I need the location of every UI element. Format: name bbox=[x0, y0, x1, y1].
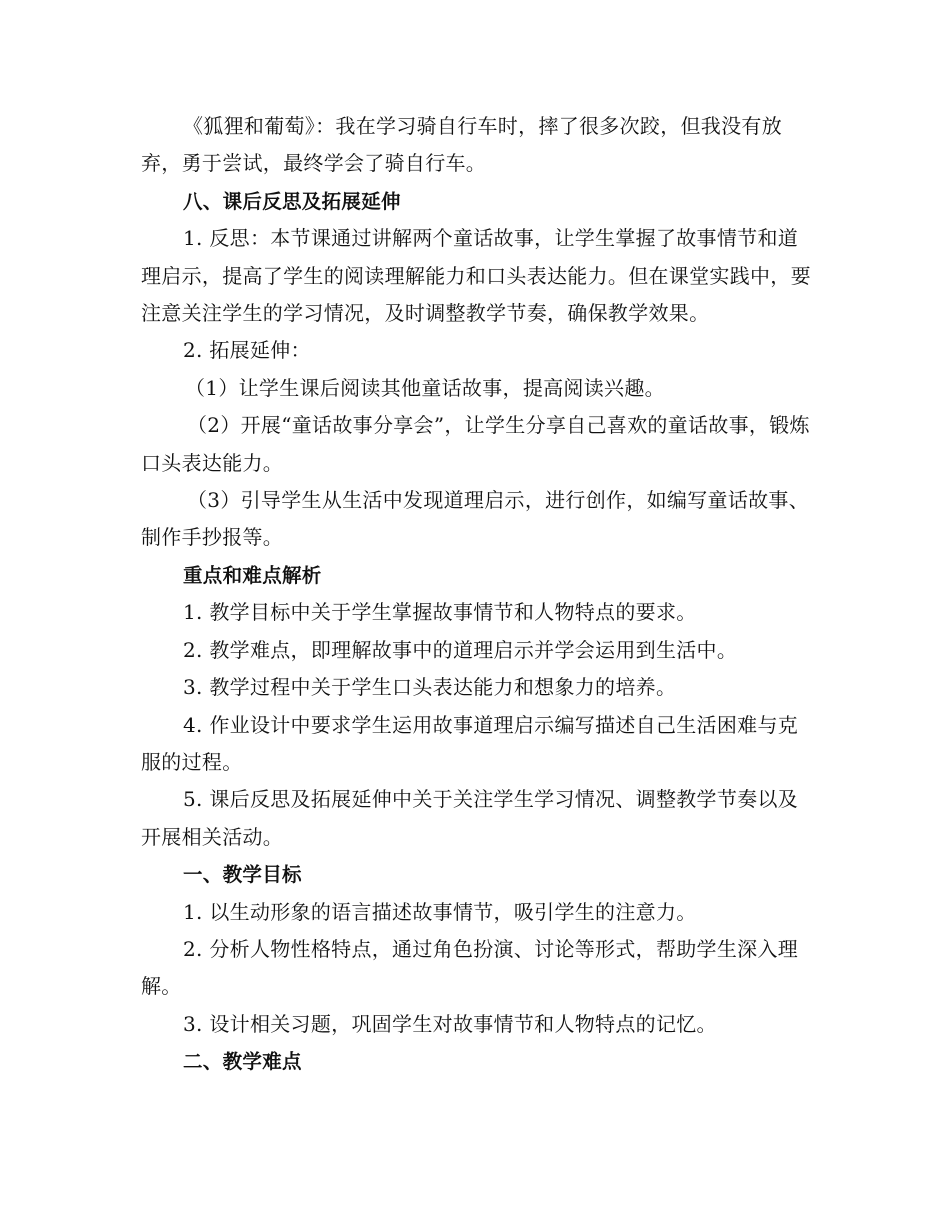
key-point-4: 4. 作业设计中要求学生运用故事道理启示编写描述自己生活困难与克服的过程。 bbox=[141, 712, 799, 774]
section-heading-teaching-difficulties: 二、教学难点 bbox=[183, 1050, 302, 1074]
extension-item-1: （1）让学生课后阅读其他童话故事，提高阅读兴趣。 bbox=[185, 375, 665, 400]
story-example-paragraph: 《狐狸和葡萄》：我在学习骑自行车时，摔了很多次跤，但我没有放弃，勇于尝试，最终学会了骑自行车。 bbox=[141, 114, 782, 176]
document-body bbox=[141, 108, 811, 1081]
section-heading-key-points: 重点和难点解析 bbox=[183, 563, 322, 587]
extension-paragraph: 2. 拓展延伸： bbox=[183, 338, 311, 363]
key-point-1: 1. 教学目标中关于学生掌握故事情节和人物特点的要求。 bbox=[183, 600, 697, 625]
teaching-goal-3: 3. 设计相关习题，巩固学生对故事情节和人物特点的记忆。 bbox=[183, 1011, 717, 1036]
key-point-2: 2. 教学难点，即理解故事中的道理启示并学会运用到生活中。 bbox=[183, 637, 738, 662]
key-point-5: 5. 课后反思及拓展延伸中关于关注学生学习情况、调整教学节奏以及开展相关活动。 bbox=[141, 787, 799, 849]
extension-item-3: （3）引导学生从生活中发现道理启示，进行创作，如编写童话故事、制作手抄报等。 bbox=[141, 488, 810, 550]
section-heading-teaching-goals: 一、教学目标 bbox=[183, 863, 302, 887]
teaching-goal-1: 1. 以生动形象的语言描述故事情节，吸引学生的注意力。 bbox=[183, 899, 697, 924]
key-point-3: 3. 教学过程中关于学生口头表达能力和想象力的培养。 bbox=[183, 675, 677, 700]
section-heading-reflection-extension: 八、课后反思及拓展延伸 bbox=[183, 189, 401, 213]
reflection-paragraph: 1. 反思：本节课通过讲解两个童话故事，让学生掌握了故事情节和道理启示，提高了学生的阅读理解能力和口头表达能力。但在课堂实践中，要注意关注学生的学习情况，及时调整教学节奏，确保教学效果。 bbox=[141, 226, 811, 326]
teaching-goal-2: 2. 分析人物性格特点，通过角色扮演、讨论等形式，帮助学生深入理解。 bbox=[141, 936, 799, 999]
extension-item-2: （2）开展“童话故事分享会”，让学生分享自己喜欢的童话故事，锻炼口头表达能力。 bbox=[141, 413, 810, 475]
